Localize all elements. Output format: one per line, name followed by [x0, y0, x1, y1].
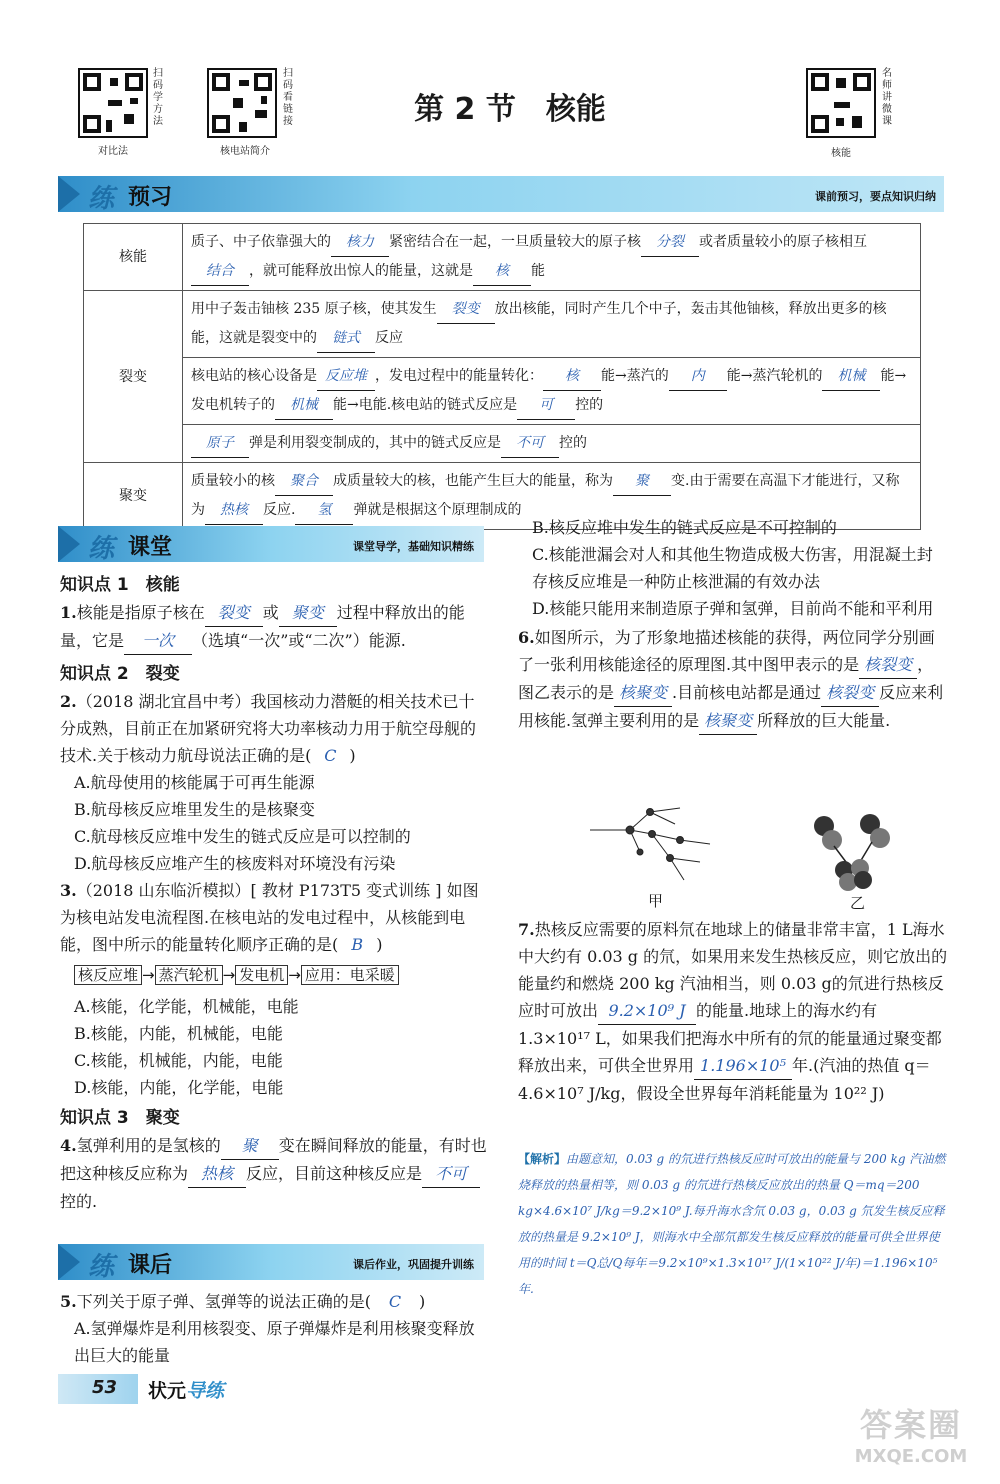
- section-tag: 课后作业，巩固提升训练: [353, 1258, 474, 1271]
- answer: 机械: [275, 391, 333, 420]
- text: （选填“一次”或“二次”）能源.: [192, 631, 406, 650]
- text: ): [418, 1292, 426, 1311]
- qr-caption-vertical: 扫码学方法: [153, 68, 163, 127]
- answer: 核裂变: [821, 679, 879, 707]
- answer: 核: [543, 362, 601, 391]
- qr-code-method[interactable]: [78, 68, 148, 138]
- flow-step: 发电机: [235, 965, 288, 985]
- text: 或: [262, 603, 279, 622]
- answer: 不可: [501, 429, 559, 458]
- page-title: 第 2 节 核能: [414, 92, 606, 127]
- row-label: 核能: [84, 224, 183, 291]
- text: ，发电过程中的能量转化：: [375, 368, 543, 384]
- option: A.核能，化学能，机械能，电能: [74, 997, 299, 1016]
- section-title: 课堂: [128, 535, 173, 560]
- text: ，图乙表示的是: [518, 655, 934, 702]
- question-number: 5.: [60, 1292, 77, 1311]
- text: 反应来利用核能.氢弹主要利用的是: [518, 683, 944, 730]
- right-column: [518, 514, 948, 735]
- text: 热核反应需要的原料氘在地球上的储量非常丰富，1 L海水中大约有 0.03 g 的氘，如果用来发生热核反应，则它放出的能量约和燃烧 200 kg 汽油相当，则 0.03 g的氘进行热核反应时可放出: [518, 920, 948, 1020]
- answer: 核聚变: [614, 679, 672, 707]
- knowledge-point-heading: 知识点 3 聚变: [60, 1108, 180, 1128]
- text: 能→电能.核电站的链式反应是: [333, 397, 518, 413]
- text: 质量较小的核: [191, 473, 275, 489]
- answer: 原子: [191, 429, 249, 458]
- text: 如图所示，为了形象地描述核能的获得，两位同学分别画了一张利用核能途径的原理图.其中图甲表示的是: [518, 628, 935, 674]
- option: B.核反应堆中发生的链式反应是不可控制的: [532, 518, 837, 537]
- text: 核能是指原子核在: [76, 603, 205, 622]
- answer: 9.2×10⁹ J: [598, 997, 696, 1025]
- option: D.核能只能用来制造原子弹和氢弹，目前尚不能和平利用: [532, 599, 934, 618]
- section-bar-preview: [58, 176, 944, 212]
- text: 变在瞬间释放的能量，有时也把这种核反应称为: [60, 1136, 487, 1183]
- analysis-tag: 【解析】: [518, 1152, 567, 1166]
- qr-caption: 核电站简介: [220, 146, 270, 157]
- question-number: 4.: [60, 1136, 77, 1155]
- knowledge-point-heading: 知识点 2 裂变: [60, 664, 180, 684]
- option: C.核能，机械能，内能，电能: [74, 1051, 283, 1070]
- answer: 不可: [422, 1160, 480, 1188]
- table-cell: [183, 291, 921, 358]
- question-stem: （2018 山东临沂模拟）[ 教材 P173T5 变式训练 ] 如图为核电站发电流程图.在核电站的发电过程中，从核能到电能，图中所示的能量转化顺序正确的是(: [60, 881, 479, 954]
- question-number: 7.: [518, 920, 535, 939]
- answer: 反应堆: [317, 362, 375, 391]
- answer: 热核: [188, 1160, 246, 1188]
- question-number: 6.: [518, 628, 535, 647]
- answer: B: [351, 935, 364, 954]
- section-bar-after-class: [58, 1244, 484, 1280]
- answer: C: [388, 1292, 402, 1311]
- text: .目前核电站都是通过: [672, 683, 822, 702]
- text: 变.由于需要在高温下才能进行，又称为: [191, 473, 900, 518]
- flow-arrow: →: [222, 966, 236, 984]
- text: 所释放的巨大能量.: [757, 711, 891, 730]
- text: ): [349, 746, 356, 765]
- fission-figure: [580, 800, 720, 890]
- watermark-logo: [836, 1400, 986, 1467]
- answer: 裂变: [205, 599, 263, 627]
- option: D.核能，内能，化学能，电能: [74, 1078, 284, 1097]
- section-bar-classroom: [58, 526, 484, 562]
- text: 放出核能，同时产生几个中子，轰击其他铀核，释放出更多的核能，这就是裂变中的: [191, 301, 887, 346]
- flow-arrow: →: [142, 966, 155, 984]
- text: 过程中释放出的能量，它是: [60, 603, 465, 650]
- answer: 核聚变: [699, 707, 757, 735]
- row-label: 聚变: [84, 463, 183, 530]
- knowledge-point-heading: 知识点 1 核能: [60, 575, 180, 595]
- text: 紧密结合在一起，一旦质量较大的原子核: [389, 234, 641, 250]
- text: 质子、中子依靠强大的: [191, 234, 331, 250]
- answer: 聚: [221, 1132, 279, 1160]
- section-icon: 练: [88, 184, 115, 214]
- option: A.航母使用的核能属于可再生能源: [74, 773, 315, 792]
- watermark-text: 答案圈: [859, 1406, 962, 1444]
- answer: 内: [669, 362, 727, 391]
- section-title: 课后: [128, 1253, 173, 1278]
- question-1: [60, 599, 490, 655]
- footer: [58, 1374, 938, 1404]
- preview-table: [83, 223, 921, 530]
- question-number: 1.: [60, 603, 77, 622]
- answer: 聚合: [275, 467, 333, 496]
- answer: 聚变: [279, 599, 337, 627]
- qr-caption-vertical: 名师讲微课: [882, 68, 892, 127]
- question-4: [60, 1132, 490, 1215]
- text: 弹是利用裂变制成的，其中的链式反应是: [249, 435, 501, 451]
- question-5-start: [60, 1288, 490, 1369]
- option: C.航母核反应堆中发生的链式反应是可以控制的: [74, 827, 411, 846]
- brand-name: [148, 1376, 224, 1403]
- text: 弹就是根据这个原理制成的: [353, 502, 522, 518]
- question-stem: 下列关于原子弹、氢弹等的说法正确的是(: [76, 1292, 371, 1311]
- section-tag: 课前预习，要点知识归纳: [815, 190, 936, 203]
- qr-caption-vertical: 扫码看链接: [283, 68, 293, 127]
- watermark-url: MXQE.COM: [854, 1446, 968, 1467]
- flow-arrow: →: [288, 966, 301, 984]
- section-icon: 练: [88, 534, 115, 564]
- answer: 聚: [613, 467, 671, 496]
- answer: 核: [473, 257, 531, 286]
- answer: 链式: [317, 324, 375, 353]
- text: 的能量.地球上的海水约有 1.3×10¹⁷ L，如果我们把海水中所有的氘的能量通过聚变都释放出来，可供全世界用: [518, 1001, 942, 1075]
- text: 核电站的核心设备是: [191, 368, 317, 384]
- answer: 热核: [205, 496, 263, 525]
- analysis-text: 由题意知，0.03 g 的氘进行热核反应时可放出的能量与 200 kg 汽油燃烧释放的热量相等，则 0.03 g 的氘进行热核反应放出的热量 Q＝mq＝200 kg×4.6×10⁷ J/kg＝9.2×10⁹ J.每升海水含氘 0.03 g，0.03 g 氘发生核反应释放的热量是 9.2×10⁹ J，则海水中全部氘都发生核反应释放的能量可供全世界使用的时间 t＝Q总/Q每年＝9.2×10⁹×1.3×10¹⁷ J/(1×10²² J/年)＝1.196×10⁵ 年.: [518, 1152, 946, 1296]
- text: 成质量较大的核，也能产生巨大的能量，称为: [333, 473, 613, 489]
- text: 年.(汽油的热值 q＝4.6×10⁷ J/kg，假设全世界每年消耗能量为 10²² J): [518, 1056, 931, 1103]
- answer: 核裂变: [859, 651, 917, 679]
- section-title: 预习: [128, 185, 173, 210]
- answer: C: [324, 746, 337, 765]
- question-3: [60, 877, 490, 1101]
- answer: 一次: [124, 627, 192, 655]
- brand-part: 状元: [148, 1380, 187, 1402]
- option: D.航母核反应堆产生的核废料对环境没有污染: [74, 854, 396, 873]
- text: 能→蒸汽的: [601, 368, 669, 384]
- text: 反应，目前这种核反应是: [246, 1164, 423, 1183]
- qr-code-lecture[interactable]: [806, 68, 876, 138]
- option: A.氢弹爆炸是利用核裂变、原子弹爆炸是利用核聚变释放出巨大的能量: [74, 1319, 475, 1365]
- text: 能: [531, 263, 545, 279]
- option: C.核能泄漏会对人和其他生物造成极大伤害，用混凝土封存核反应堆是一种防止核泄漏的有效办法: [532, 545, 933, 591]
- answer: 裂变: [437, 295, 495, 324]
- table-cell: [183, 224, 921, 291]
- question-7: [518, 916, 948, 1107]
- text: 控的: [575, 397, 604, 413]
- text: 能→蒸汽轮机的: [726, 368, 823, 384]
- option: B.航母核反应堆里发生的是核聚变: [74, 800, 315, 819]
- question-number: 2.: [60, 692, 77, 711]
- question-number: 3.: [60, 881, 77, 900]
- text: 氢弹利用的是氢核的: [76, 1136, 221, 1155]
- page-number: 53: [92, 1377, 118, 1398]
- answer: 1.196×10⁵: [694, 1052, 792, 1080]
- question-stem: （2018 湖北宜昌中考）我国核动力潜艇的相关技术已十分成熟，目前正在加紧研究将大功率核动力用于航空母舰的技术.关于核动力航母说法正确的是(: [60, 692, 477, 765]
- section-icon: 练: [88, 1252, 115, 1282]
- qr-caption: 核能: [831, 148, 851, 159]
- text: 反应.: [263, 502, 296, 518]
- left-column: [60, 570, 490, 1215]
- answer: 分裂: [641, 228, 699, 257]
- answer: 机械: [822, 362, 880, 391]
- section-tag: 课堂导学，基础知识精练: [353, 540, 474, 553]
- text: 能→发电机转子的: [191, 368, 907, 413]
- question-6: [518, 624, 948, 735]
- table-cell: [183, 358, 921, 425]
- table-cell: [183, 425, 921, 463]
- fusion-figure: [808, 812, 898, 892]
- figure-label: 甲: [648, 892, 664, 910]
- option: B.核能，内能，机械能，电能: [74, 1024, 283, 1043]
- text: 控的: [559, 435, 587, 451]
- figure-label: 乙: [850, 894, 866, 912]
- flow-step: 应用：电采暖: [301, 965, 399, 985]
- flow-step: 蒸汽轮机: [155, 965, 223, 985]
- flow-step: 核反应堆: [74, 965, 142, 985]
- text: ): [376, 935, 383, 954]
- text: 控的.: [60, 1192, 98, 1211]
- flow-diagram: [60, 962, 490, 989]
- qr-caption: 对比法: [98, 146, 128, 157]
- row-label: 裂变: [84, 291, 183, 463]
- answer: 可: [517, 391, 575, 420]
- answer: 结合: [191, 257, 249, 286]
- text: 或者质量较小的原子核相互: [699, 234, 867, 250]
- text: ，就可能释放出惊人的能量，这就是: [249, 263, 473, 279]
- answer: 核力: [331, 228, 389, 257]
- text: 用中子轰击铀核 235 原子核，使其发生: [191, 301, 437, 317]
- answer: 氢: [295, 496, 353, 525]
- qr-code-link[interactable]: [207, 68, 277, 138]
- brand-part: 导练: [186, 1380, 225, 1402]
- analysis-block: [518, 1146, 948, 1302]
- question-2: [60, 688, 490, 877]
- text: 反应: [375, 330, 403, 346]
